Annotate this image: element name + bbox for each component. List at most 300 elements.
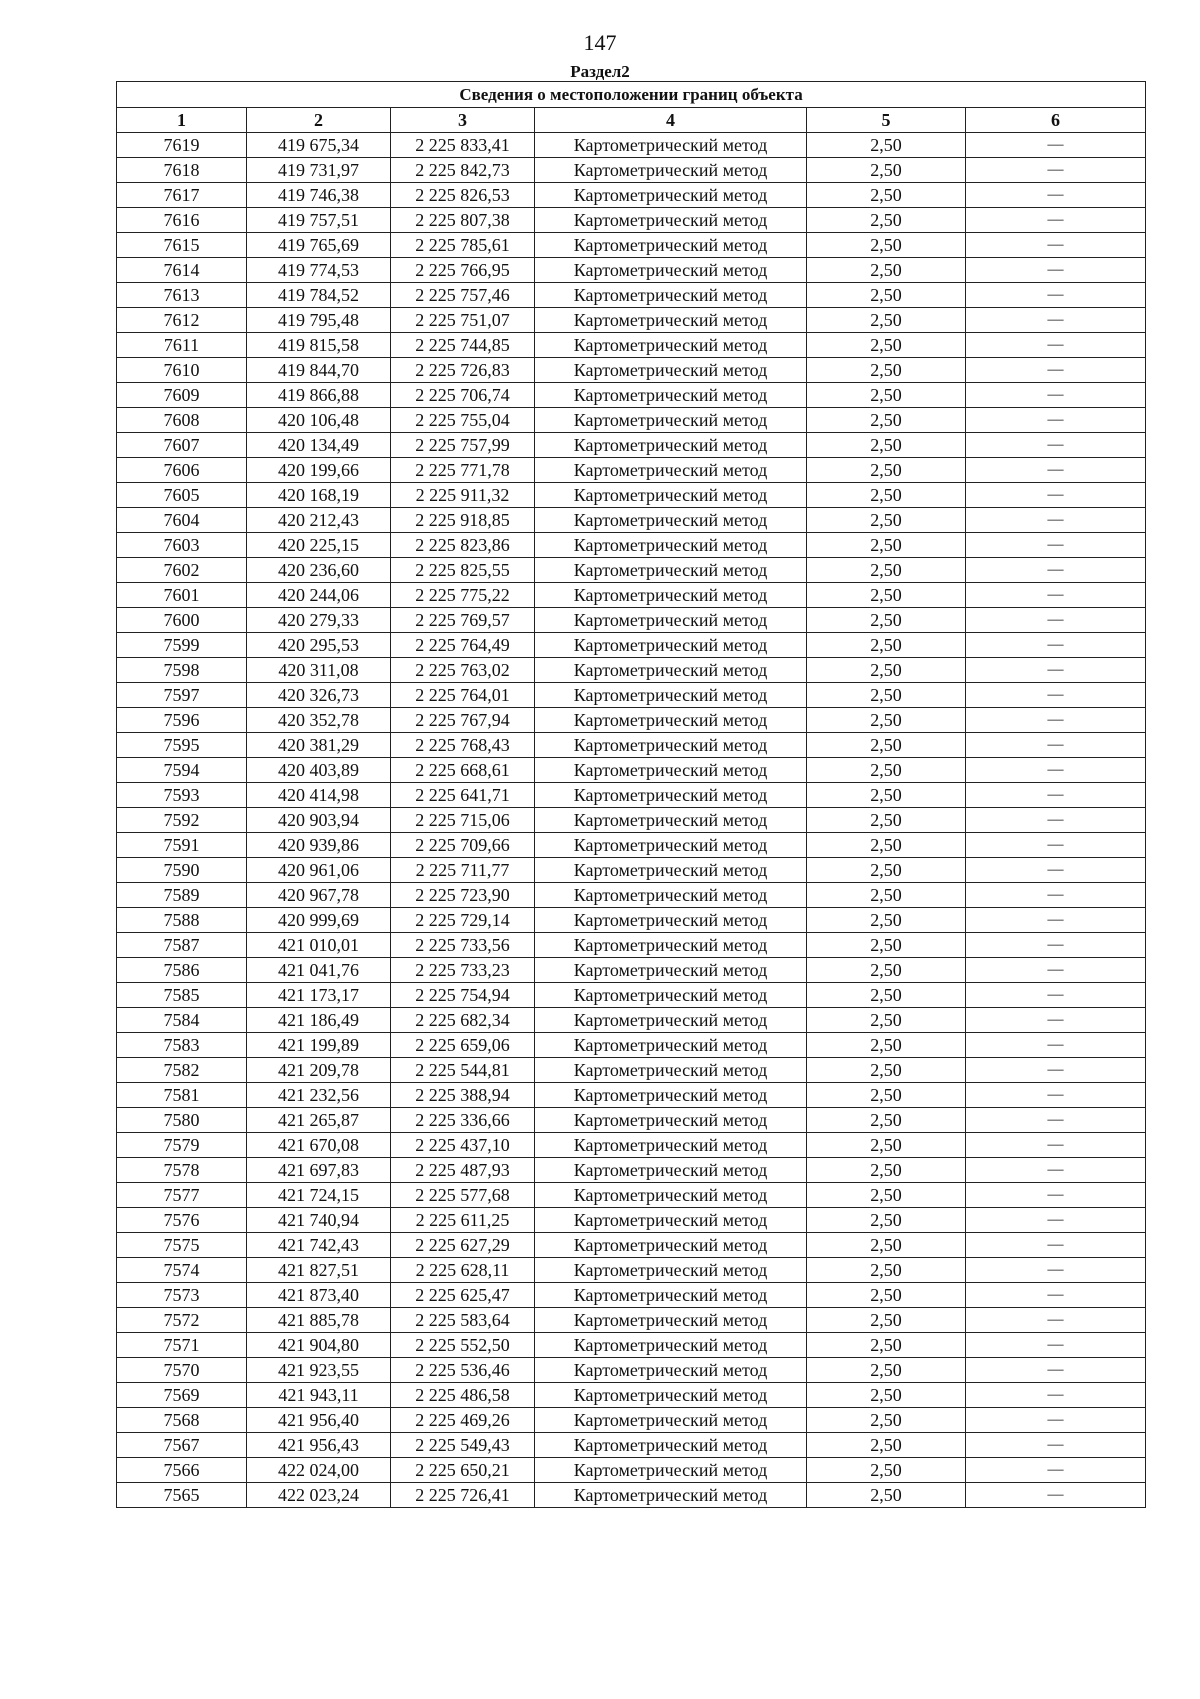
y-coordinate-cell: 2 225 744,85	[391, 333, 535, 358]
x-coordinate-cell: 421 724,15	[247, 1183, 391, 1208]
accuracy-cell: 2,50	[807, 1183, 966, 1208]
x-coordinate-cell: 420 279,33	[247, 608, 391, 633]
point-number-cell: 7607	[117, 433, 247, 458]
y-coordinate-cell: 2 225 764,01	[391, 683, 535, 708]
point-number-cell: 7582	[117, 1058, 247, 1083]
y-coordinate-cell: 2 225 577,68	[391, 1183, 535, 1208]
column-header: 3	[391, 108, 535, 133]
description-cell: —	[966, 808, 1146, 833]
description-cell: —	[966, 1483, 1146, 1508]
description-cell: —	[966, 1133, 1146, 1158]
table-row	[117, 783, 1146, 808]
method-cell: Картометрический метод	[535, 283, 807, 308]
y-coordinate-cell: 2 225 709,66	[391, 833, 535, 858]
y-coordinate-cell: 2 225 826,53	[391, 183, 535, 208]
table-row	[117, 1008, 1146, 1033]
table-row	[117, 433, 1146, 458]
method-cell: Картометрический метод	[535, 783, 807, 808]
point-number-cell: 7610	[117, 358, 247, 383]
y-coordinate-cell: 2 225 668,61	[391, 758, 535, 783]
y-coordinate-cell: 2 225 627,29	[391, 1233, 535, 1258]
description-cell: —	[966, 1158, 1146, 1183]
description-cell: —	[966, 358, 1146, 383]
x-coordinate-cell: 420 961,06	[247, 858, 391, 883]
description-cell: —	[966, 1308, 1146, 1333]
accuracy-cell: 2,50	[807, 958, 966, 983]
point-number-cell: 7592	[117, 808, 247, 833]
description-cell: —	[966, 633, 1146, 658]
y-coordinate-cell: 2 225 842,73	[391, 158, 535, 183]
method-cell: Картометрический метод	[535, 1258, 807, 1283]
table-row	[117, 1083, 1146, 1108]
table-row	[117, 1383, 1146, 1408]
method-cell: Картометрический метод	[535, 558, 807, 583]
y-coordinate-cell: 2 225 785,61	[391, 233, 535, 258]
method-cell: Картометрический метод	[535, 158, 807, 183]
accuracy-cell: 2,50	[807, 1358, 966, 1383]
method-cell: Картометрический метод	[535, 1058, 807, 1083]
point-number-cell: 7578	[117, 1158, 247, 1183]
description-cell: —	[966, 1383, 1146, 1408]
point-number-cell: 7611	[117, 333, 247, 358]
description-cell: —	[966, 483, 1146, 508]
x-coordinate-cell: 420 999,69	[247, 908, 391, 933]
accuracy-cell: 2,50	[807, 783, 966, 808]
y-coordinate-cell: 2 225 711,77	[391, 858, 535, 883]
method-cell: Картометрический метод	[535, 833, 807, 858]
y-coordinate-cell: 2 225 733,23	[391, 958, 535, 983]
table-row	[117, 1033, 1146, 1058]
description-cell: —	[966, 883, 1146, 908]
accuracy-cell: 2,50	[807, 1258, 966, 1283]
method-cell: Картометрический метод	[535, 733, 807, 758]
y-coordinate-cell: 2 225 751,07	[391, 308, 535, 333]
x-coordinate-cell: 420 134,49	[247, 433, 391, 458]
point-number-cell: 7574	[117, 1258, 247, 1283]
accuracy-cell: 2,50	[807, 333, 966, 358]
accuracy-cell: 2,50	[807, 158, 966, 183]
method-cell: Картометрический метод	[535, 758, 807, 783]
accuracy-cell: 2,50	[807, 583, 966, 608]
x-coordinate-cell: 421 740,94	[247, 1208, 391, 1233]
x-coordinate-cell: 422 023,24	[247, 1483, 391, 1508]
method-cell: Картометрический метод	[535, 1458, 807, 1483]
x-coordinate-cell: 420 939,86	[247, 833, 391, 858]
table-row	[117, 658, 1146, 683]
y-coordinate-cell: 2 225 437,10	[391, 1133, 535, 1158]
accuracy-cell: 2,50	[807, 1233, 966, 1258]
description-cell: —	[966, 1433, 1146, 1458]
description-cell: —	[966, 208, 1146, 233]
table-row	[117, 608, 1146, 633]
point-number-cell: 7571	[117, 1333, 247, 1358]
column-header: 1	[117, 108, 247, 133]
table-row	[117, 858, 1146, 883]
method-cell: Картометрический метод	[535, 1383, 807, 1408]
x-coordinate-cell: 420 244,06	[247, 583, 391, 608]
method-cell: Картометрический метод	[535, 1008, 807, 1033]
table-row	[117, 408, 1146, 433]
table-row	[117, 358, 1146, 383]
y-coordinate-cell: 2 225 833,41	[391, 133, 535, 158]
description-cell: —	[966, 1333, 1146, 1358]
y-coordinate-cell: 2 225 659,06	[391, 1033, 535, 1058]
method-cell: Картометрический метод	[535, 1208, 807, 1233]
x-coordinate-cell: 419 784,52	[247, 283, 391, 308]
method-cell: Картометрический метод	[535, 333, 807, 358]
table-row	[117, 1133, 1146, 1158]
y-coordinate-cell: 2 225 807,38	[391, 208, 535, 233]
description-cell: —	[966, 383, 1146, 408]
accuracy-cell: 2,50	[807, 658, 966, 683]
description-cell: —	[966, 308, 1146, 333]
point-number-cell: 7595	[117, 733, 247, 758]
table-row	[117, 558, 1146, 583]
accuracy-cell: 2,50	[807, 883, 966, 908]
accuracy-cell: 2,50	[807, 733, 966, 758]
x-coordinate-cell: 419 866,88	[247, 383, 391, 408]
y-coordinate-cell: 2 225 733,56	[391, 933, 535, 958]
x-coordinate-cell: 419 675,34	[247, 133, 391, 158]
y-coordinate-cell: 2 225 757,46	[391, 283, 535, 308]
point-number-cell: 7570	[117, 1358, 247, 1383]
x-coordinate-cell: 419 765,69	[247, 233, 391, 258]
point-number-cell: 7567	[117, 1433, 247, 1458]
table-row	[117, 1408, 1146, 1433]
description-cell: —	[966, 958, 1146, 983]
table-row	[117, 258, 1146, 283]
method-cell: Картометрический метод	[535, 708, 807, 733]
x-coordinate-cell: 421 209,78	[247, 1058, 391, 1083]
y-coordinate-cell: 2 225 641,71	[391, 783, 535, 808]
description-cell: —	[966, 758, 1146, 783]
point-number-cell: 7577	[117, 1183, 247, 1208]
table-row	[117, 683, 1146, 708]
accuracy-cell: 2,50	[807, 1008, 966, 1033]
x-coordinate-cell: 421 173,17	[247, 983, 391, 1008]
point-number-cell: 7612	[117, 308, 247, 333]
method-cell: Картометрический метод	[535, 183, 807, 208]
x-coordinate-cell: 420 212,43	[247, 508, 391, 533]
point-number-cell: 7615	[117, 233, 247, 258]
description-cell: —	[966, 258, 1146, 283]
point-number-cell: 7576	[117, 1208, 247, 1233]
method-cell: Картометрический метод	[535, 1408, 807, 1433]
point-number-cell: 7618	[117, 158, 247, 183]
y-coordinate-cell: 2 225 768,43	[391, 733, 535, 758]
table-row	[117, 508, 1146, 533]
point-number-cell: 7566	[117, 1458, 247, 1483]
table-row	[117, 833, 1146, 858]
x-coordinate-cell: 421 670,08	[247, 1133, 391, 1158]
table-row	[117, 1183, 1146, 1208]
x-coordinate-cell: 420 903,94	[247, 808, 391, 833]
table-row	[117, 233, 1146, 258]
table-row	[117, 1208, 1146, 1233]
x-coordinate-cell: 421 943,11	[247, 1383, 391, 1408]
description-cell: —	[966, 983, 1146, 1008]
description-cell: —	[966, 1008, 1146, 1033]
y-coordinate-cell: 2 225 611,25	[391, 1208, 535, 1233]
table-row	[117, 758, 1146, 783]
method-cell: Картометрический метод	[535, 533, 807, 558]
point-number-cell: 7588	[117, 908, 247, 933]
accuracy-cell: 2,50	[807, 1458, 966, 1483]
y-coordinate-cell: 2 225 775,22	[391, 583, 535, 608]
x-coordinate-cell: 421 199,89	[247, 1033, 391, 1058]
x-coordinate-cell: 421 010,01	[247, 933, 391, 958]
point-number-cell: 7602	[117, 558, 247, 583]
accuracy-cell: 2,50	[807, 258, 966, 283]
accuracy-cell: 2,50	[807, 558, 966, 583]
y-coordinate-cell: 2 225 715,06	[391, 808, 535, 833]
description-cell: —	[966, 533, 1146, 558]
y-coordinate-cell: 2 225 549,43	[391, 1433, 535, 1458]
y-coordinate-cell: 2 225 767,94	[391, 708, 535, 733]
x-coordinate-cell: 419 795,48	[247, 308, 391, 333]
table-row	[117, 283, 1146, 308]
y-coordinate-cell: 2 225 918,85	[391, 508, 535, 533]
y-coordinate-cell: 2 225 544,81	[391, 1058, 535, 1083]
column-header: 4	[535, 108, 807, 133]
point-number-cell: 7584	[117, 1008, 247, 1033]
table-row	[117, 1283, 1146, 1308]
description-cell: —	[966, 1033, 1146, 1058]
accuracy-cell: 2,50	[807, 708, 966, 733]
x-coordinate-cell: 421 265,87	[247, 1108, 391, 1133]
x-coordinate-cell: 420 236,60	[247, 558, 391, 583]
table-body	[117, 133, 1146, 1508]
accuracy-cell: 2,50	[807, 208, 966, 233]
point-number-cell: 7619	[117, 133, 247, 158]
method-cell: Картометрический метод	[535, 658, 807, 683]
description-cell: —	[966, 233, 1146, 258]
method-cell: Картометрический метод	[535, 983, 807, 1008]
point-number-cell: 7573	[117, 1283, 247, 1308]
accuracy-cell: 2,50	[807, 533, 966, 558]
y-coordinate-cell: 2 225 336,66	[391, 1108, 535, 1133]
method-cell: Картометрический метод	[535, 1108, 807, 1133]
point-number-cell: 7617	[117, 183, 247, 208]
method-cell: Картометрический метод	[535, 633, 807, 658]
point-number-cell: 7590	[117, 858, 247, 883]
table-row	[117, 958, 1146, 983]
y-coordinate-cell: 2 225 726,83	[391, 358, 535, 383]
point-number-cell: 7599	[117, 633, 247, 658]
x-coordinate-cell: 420 414,98	[247, 783, 391, 808]
point-number-cell: 7613	[117, 283, 247, 308]
table-row	[117, 158, 1146, 183]
y-coordinate-cell: 2 225 625,47	[391, 1283, 535, 1308]
description-cell: —	[966, 908, 1146, 933]
description-cell: —	[966, 658, 1146, 683]
accuracy-cell: 2,50	[807, 1058, 966, 1083]
table-row	[117, 208, 1146, 233]
accuracy-cell: 2,50	[807, 608, 966, 633]
point-number-cell: 7597	[117, 683, 247, 708]
y-coordinate-cell: 2 225 552,50	[391, 1333, 535, 1358]
x-coordinate-cell: 420 311,08	[247, 658, 391, 683]
y-coordinate-cell: 2 225 825,55	[391, 558, 535, 583]
accuracy-cell: 2,50	[807, 1308, 966, 1333]
accuracy-cell: 2,50	[807, 233, 966, 258]
method-cell: Картометрический метод	[535, 133, 807, 158]
accuracy-cell: 2,50	[807, 183, 966, 208]
description-cell: —	[966, 1208, 1146, 1233]
table-row	[117, 933, 1146, 958]
x-coordinate-cell: 421 923,55	[247, 1358, 391, 1383]
method-cell: Картометрический метод	[535, 233, 807, 258]
description-cell: —	[966, 558, 1146, 583]
y-coordinate-cell: 2 225 682,34	[391, 1008, 535, 1033]
x-coordinate-cell: 420 225,15	[247, 533, 391, 558]
description-cell: —	[966, 1258, 1146, 1283]
point-number-cell: 7583	[117, 1033, 247, 1058]
method-cell: Картометрический метод	[535, 933, 807, 958]
table-row	[117, 183, 1146, 208]
x-coordinate-cell: 420 106,48	[247, 408, 391, 433]
accuracy-cell: 2,50	[807, 983, 966, 1008]
point-number-cell: 7601	[117, 583, 247, 608]
table-row	[117, 458, 1146, 483]
accuracy-cell: 2,50	[807, 758, 966, 783]
table-row	[117, 1058, 1146, 1083]
table-row	[117, 383, 1146, 408]
method-cell: Картометрический метод	[535, 1133, 807, 1158]
x-coordinate-cell: 421 697,83	[247, 1158, 391, 1183]
accuracy-cell: 2,50	[807, 383, 966, 408]
y-coordinate-cell: 2 225 536,46	[391, 1358, 535, 1383]
point-number-cell: 7594	[117, 758, 247, 783]
description-cell: —	[966, 408, 1146, 433]
accuracy-cell: 2,50	[807, 1408, 966, 1433]
accuracy-cell: 2,50	[807, 1283, 966, 1308]
table-row	[117, 1258, 1146, 1283]
method-cell: Картометрический метод	[535, 1083, 807, 1108]
method-cell: Картометрический метод	[535, 408, 807, 433]
table-row	[117, 1483, 1146, 1508]
x-coordinate-cell: 419 731,97	[247, 158, 391, 183]
table-row	[117, 633, 1146, 658]
method-cell: Картометрический метод	[535, 683, 807, 708]
table-row	[117, 1358, 1146, 1383]
y-coordinate-cell: 2 225 650,21	[391, 1458, 535, 1483]
table-row	[117, 1458, 1146, 1483]
accuracy-cell: 2,50	[807, 458, 966, 483]
description-cell: —	[966, 1183, 1146, 1208]
x-coordinate-cell: 419 815,58	[247, 333, 391, 358]
column-header: 6	[966, 108, 1146, 133]
point-number-cell: 7609	[117, 383, 247, 408]
x-coordinate-cell: 419 774,53	[247, 258, 391, 283]
y-coordinate-cell: 2 225 763,02	[391, 658, 535, 683]
accuracy-cell: 2,50	[807, 358, 966, 383]
description-cell: —	[966, 833, 1146, 858]
accuracy-cell: 2,50	[807, 1083, 966, 1108]
method-cell: Картометрический метод	[535, 1358, 807, 1383]
accuracy-cell: 2,50	[807, 308, 966, 333]
accuracy-cell: 2,50	[807, 933, 966, 958]
boundary-coordinates-table	[116, 81, 1146, 1508]
description-cell: —	[966, 1358, 1146, 1383]
point-number-cell: 7587	[117, 933, 247, 958]
method-cell: Картометрический метод	[535, 858, 807, 883]
table-row	[117, 808, 1146, 833]
accuracy-cell: 2,50	[807, 858, 966, 883]
column-header: 2	[247, 108, 391, 133]
method-cell: Картометрический метод	[535, 908, 807, 933]
method-cell: Картометрический метод	[535, 1158, 807, 1183]
description-cell: —	[966, 508, 1146, 533]
point-number-cell: 7608	[117, 408, 247, 433]
description-cell: —	[966, 1058, 1146, 1083]
point-number-cell: 7605	[117, 483, 247, 508]
x-coordinate-cell: 419 844,70	[247, 358, 391, 383]
method-cell: Картометрический метод	[535, 1033, 807, 1058]
x-coordinate-cell: 421 041,76	[247, 958, 391, 983]
accuracy-cell: 2,50	[807, 508, 966, 533]
accuracy-cell: 2,50	[807, 1108, 966, 1133]
table-row	[117, 708, 1146, 733]
y-coordinate-cell: 2 225 723,90	[391, 883, 535, 908]
method-cell: Картометрический метод	[535, 358, 807, 383]
y-coordinate-cell: 2 225 726,41	[391, 1483, 535, 1508]
point-number-cell: 7586	[117, 958, 247, 983]
accuracy-cell: 2,50	[807, 1333, 966, 1358]
description-cell: —	[966, 458, 1146, 483]
accuracy-cell: 2,50	[807, 483, 966, 508]
description-cell: —	[966, 1283, 1146, 1308]
accuracy-cell: 2,50	[807, 283, 966, 308]
accuracy-cell: 2,50	[807, 908, 966, 933]
accuracy-cell: 2,50	[807, 833, 966, 858]
method-cell: Картометрический метод	[535, 1283, 807, 1308]
point-number-cell: 7575	[117, 1233, 247, 1258]
y-coordinate-cell: 2 225 469,26	[391, 1408, 535, 1433]
x-coordinate-cell: 420 381,29	[247, 733, 391, 758]
method-cell: Картометрический метод	[535, 883, 807, 908]
description-cell: —	[966, 1083, 1146, 1108]
description-cell: —	[966, 283, 1146, 308]
x-coordinate-cell: 420 403,89	[247, 758, 391, 783]
point-number-cell: 7596	[117, 708, 247, 733]
column-header: 5	[807, 108, 966, 133]
description-cell: —	[966, 683, 1146, 708]
point-number-cell: 7598	[117, 658, 247, 683]
table-row	[117, 483, 1146, 508]
accuracy-cell: 2,50	[807, 1383, 966, 1408]
y-coordinate-cell: 2 225 764,49	[391, 633, 535, 658]
table-row	[117, 133, 1146, 158]
description-cell: —	[966, 933, 1146, 958]
y-coordinate-cell: 2 225 486,58	[391, 1383, 535, 1408]
method-cell: Картометрический метод	[535, 383, 807, 408]
y-coordinate-cell: 2 225 388,94	[391, 1083, 535, 1108]
y-coordinate-cell: 2 225 823,86	[391, 533, 535, 558]
table-row	[117, 983, 1146, 1008]
column-header-row	[117, 108, 1146, 133]
method-cell: Картометрический метод	[535, 1333, 807, 1358]
point-number-cell: 7569	[117, 1383, 247, 1408]
x-coordinate-cell: 421 885,78	[247, 1308, 391, 1333]
method-cell: Картометрический метод	[535, 958, 807, 983]
x-coordinate-cell: 421 904,80	[247, 1333, 391, 1358]
x-coordinate-cell: 421 873,40	[247, 1283, 391, 1308]
method-cell: Картометрический метод	[535, 458, 807, 483]
accuracy-cell: 2,50	[807, 1033, 966, 1058]
y-coordinate-cell: 2 225 754,94	[391, 983, 535, 1008]
point-number-cell: 7579	[117, 1133, 247, 1158]
